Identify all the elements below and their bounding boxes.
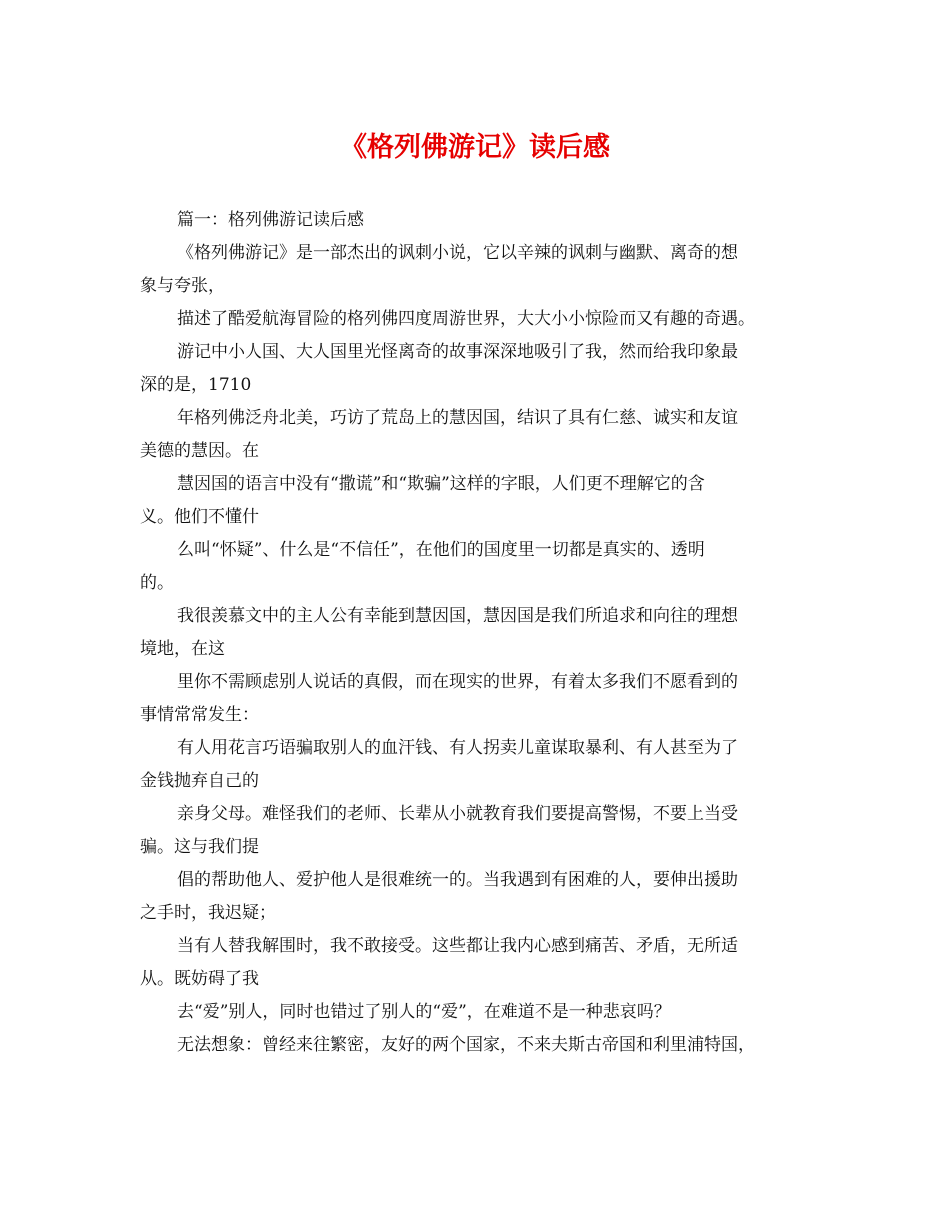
text-line: 描述了酷爱航海冒险的格列佛四度周游世界，大大小小惊险而又有趣的奇遇。 [177,309,755,329]
text-line: 去“爱”别人，同时也错过了别人的“爱”，在难道不是一种悲哀吗？ [177,1002,671,1022]
text-line: 骗。这与我们提 [140,837,259,857]
text-line: 有人用花言巧语骗取别人的血汗钱、有人拐卖儿童谋取暴利、有人甚至为了 [177,738,738,758]
text-line: 义。他们不懂什 [140,507,259,527]
text-line: 亲身父母。难怪我们的老师、长辈从小就教育我们要提高警惕，不要上当受 [177,804,738,824]
text-line: 之手时，我迟疑； [140,903,276,923]
text-line: 倡的帮助他人、爱护他人是很难统一的。当我遇到有困难的人，要伸出援助 [177,870,738,890]
text-line: 我很羡慕文中的主人公有幸能到慧因国，慧因国是我们所追求和向往的理想 [177,606,738,626]
document-title: 《格列佛游记》读后感 [340,132,610,163]
text-line: 金钱抛弃自己的 [140,771,259,791]
text-line: 无法想象：曾经来往繁密，友好的两个国家，不来夫斯古帝国和利里浦特国， [177,1035,755,1055]
text-line: 年格列佛泛舟北美，巧访了荒岛上的慧因国，结识了具有仁慈、诚实和友谊 [177,408,738,428]
text-line: 深的是，1710 [140,375,252,395]
text-line: 游记中小人国、大人国里光怪离奇的故事深深地吸引了我，然而给我印象最 [177,342,738,362]
text-line: 篇一：格列佛游记读后感 [177,210,364,230]
text-line: 美德的慧因。在 [140,441,259,461]
text-line: 的。 [140,573,174,593]
text-line: 《格列佛游记》是一部杰出的讽刺小说，它以辛辣的讽刺与幽默、离奇的想 [177,243,738,263]
text-line: 从。既妨碍了我 [140,969,259,989]
text-line: 象与夸张， [140,276,225,296]
text-line: 当有人替我解围时，我不敢接受。这些都让我内心感到痛苦、矛盾，无所适 [177,936,738,956]
text-line: 慧因国的语言中没有“撒谎”和“欺骗”这样的字眼，人们更不理解它的含 [177,474,705,494]
document-body [140,204,820,1062]
text-line: 里你不需顾虑别人说话的真假，而在现实的世界，有着太多我们不愿看到的 [177,672,738,692]
text-line: 事情常常发生： [140,705,259,725]
text-line: 么叫“怀疑”、什么是“不信任”，在他们的国度里一切都是真实的、透明 [177,540,705,560]
text-line: 境地，在这 [140,639,225,659]
